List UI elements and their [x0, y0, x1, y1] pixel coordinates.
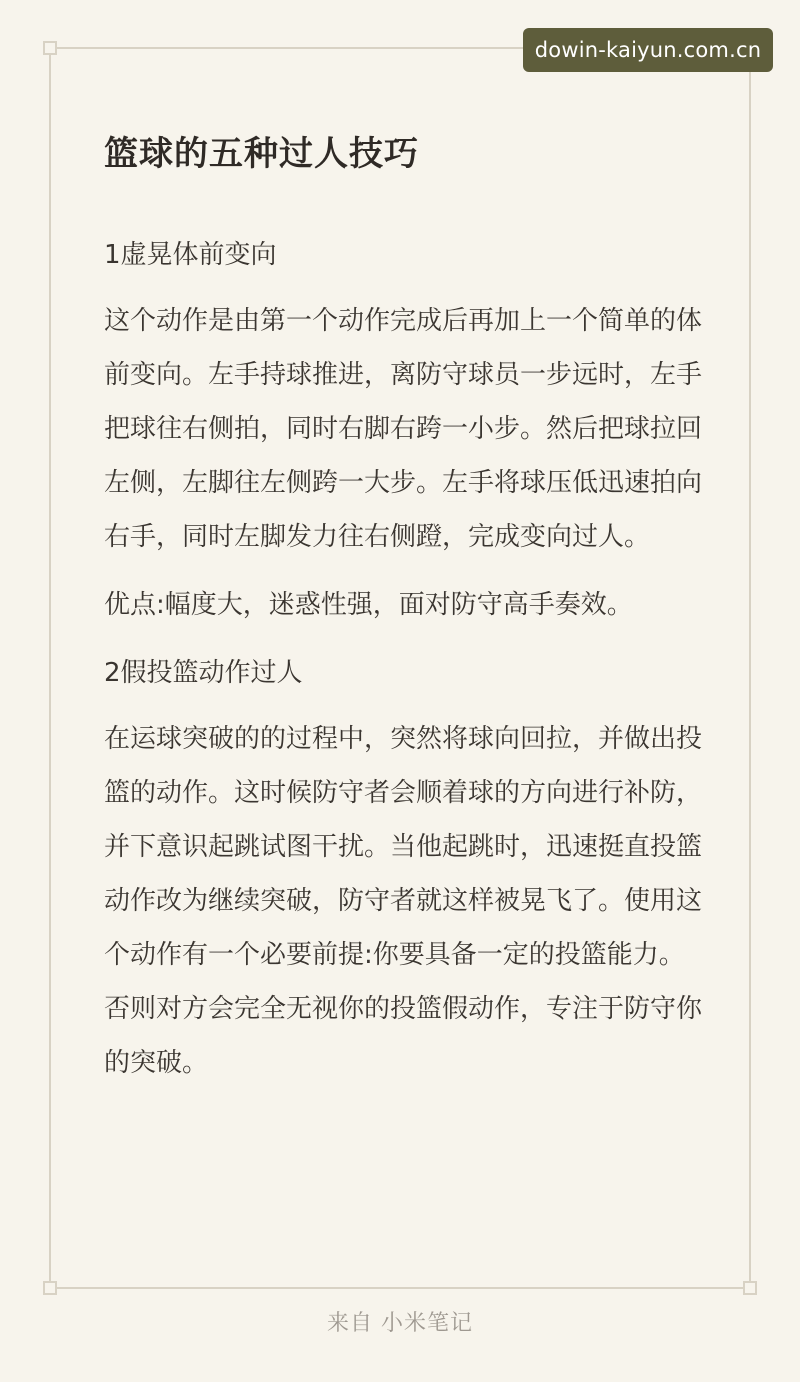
- section-advantage: 优点:幅度大，迷惑性强，面对防守高手奏效。: [104, 590, 633, 620]
- section-heading: 2假投篮动作过人: [104, 658, 303, 688]
- source-footer: 来自 小米笔记: [327, 1311, 473, 1336]
- note-content: [104, 120, 704, 1104]
- frame-corner-ornament: [743, 1281, 757, 1295]
- section-body: 这个动作是由第一个动作完成后再加上一个简单的体前变向。左手持球推进，离防守球员一步远时，左手把球往右侧拍，同时右脚右跨一小步。然后把球拉回左侧，左脚往左侧跨一大步。左手将球压低迅速拍向右手，同时左脚发力往右侧蹬，完成变向过人。: [104, 306, 703, 552]
- frame-corner-ornament: [43, 41, 57, 55]
- section-body: 在运球突破的的过程中，突然将球向回拉，并做出投篮的动作。这时候防守者会顺着球的方向进行补防，并下意识起跳试图干扰。当他起跳时，迅速挺直投篮动作改为继续突破，防守者就这样被晃飞了。使用这个动作有一个必要前提:你要具备一定的投篮能力。否则对方会完全无视你的投篮假动作，专注于防守你的突破。: [104, 724, 703, 1078]
- section-heading: 1虚晃体前变向: [104, 240, 277, 270]
- frame-corner-ornament: [43, 1281, 57, 1295]
- note-title: 篮球的五种过人技巧: [104, 134, 419, 174]
- watermark-badge: dowin-kaiyun.com.cn: [523, 28, 773, 72]
